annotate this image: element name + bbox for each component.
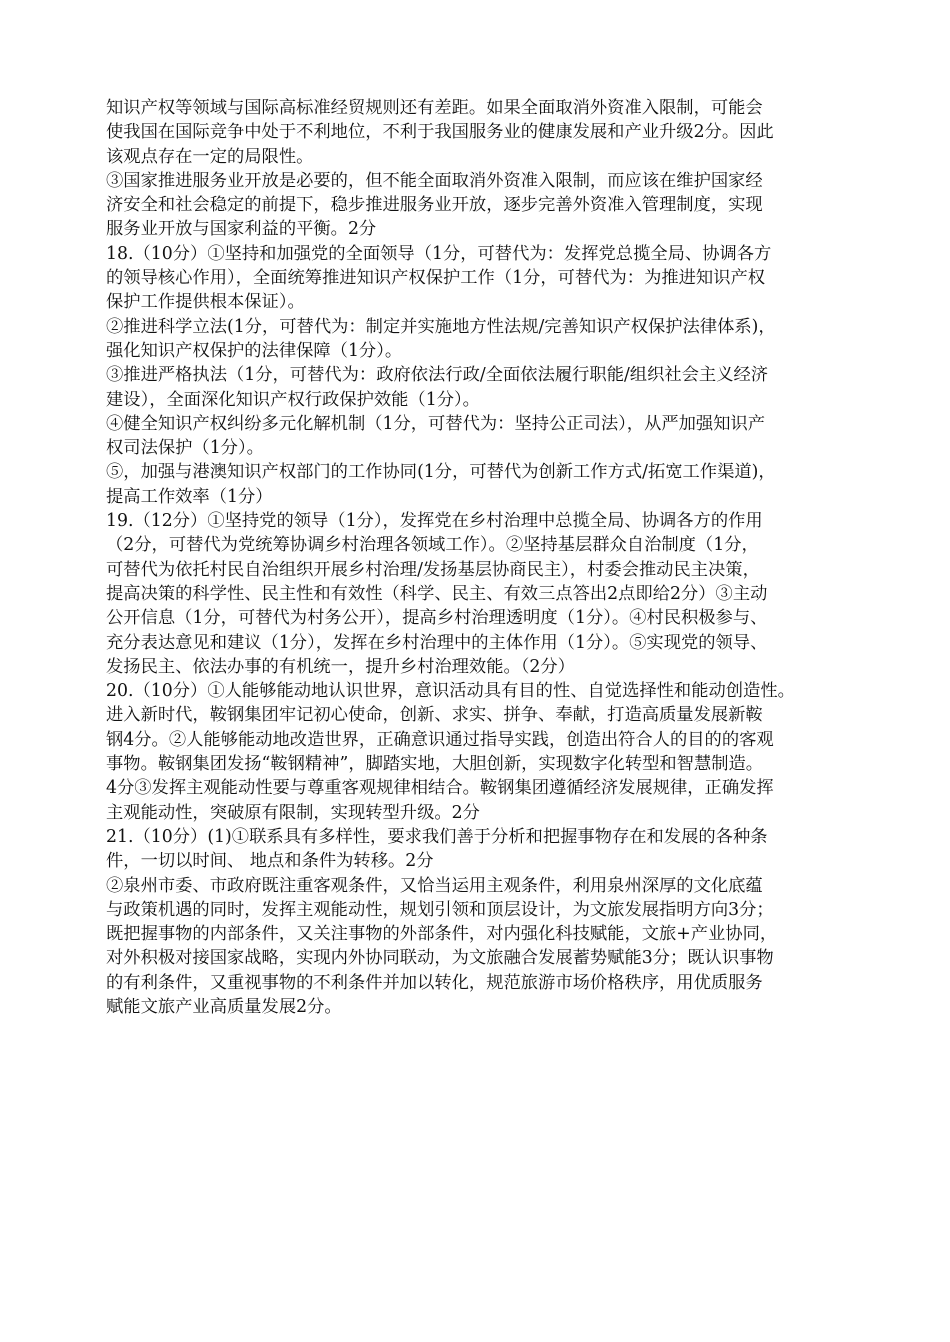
text-line: 18.（10分）①坚持和加强党的全面领导（1分，可替代为：发挥党总揽全局、协调各方 bbox=[106, 243, 772, 264]
text-line: 济安全和社会稳定的前提下，稳步推进服务业开放，逐步完善外资准入管理制度，实现 bbox=[106, 195, 763, 216]
text-line: ④健全知识产权纠纷多元化解机制（1分，可替代为：坚持公正司法），从严加强知识产 bbox=[106, 413, 766, 434]
text-line: 20.（10分）①人能够能动地认识世界，意识活动具有目的性、自觉选择性和能动创造性。 bbox=[106, 681, 795, 702]
text-line: 21.（10分）(1)①联系具有多样性，要求我们善于分析和把握事物存在和发展的各种条 bbox=[106, 826, 768, 847]
text-line: 充分表达意见和建议（1分），发挥在乡村治理中的主体作用（1分）。⑤实现党的领导、 bbox=[106, 632, 768, 653]
text-line: 公开信息（1分，可替代为村务公开），提高乡村治理透明度（1分）。④村民积极参与、 bbox=[106, 608, 768, 629]
text-line: 知识产权等领域与国际高标准经贸规则还有差距。如果全面取消外资准入限制，可能会 bbox=[106, 98, 763, 118]
text-line: 赋能文旅产业高质量发展2分。 bbox=[106, 996, 342, 1017]
text-line: 件，一切以时间、 地点和条件为转移。2分 bbox=[106, 851, 434, 872]
text-line: 进入新时代，鞍钢集团牢记初心使命，创新、求实、拼争、奉献，打造高质量发展新鞍 bbox=[106, 705, 763, 726]
text-line: ③国家推进服务业开放是必要的，但不能全面取消外资准入限制，而应该在维护国家经 bbox=[106, 170, 763, 191]
text-line: 4分③发挥主观能动性要与尊重客观规律相结合。鞍钢集团遵循经济发展规律，正确发挥 bbox=[106, 778, 774, 799]
text-line: 钢4分。②人能够能动地改造世界，正确意识通过指导实践，创造出符合人的目的的客观 bbox=[106, 729, 774, 750]
text-line: （2分，可替代为党统筹协调乡村治理各领域工作）。②坚持基层群众自治制度（1分， bbox=[106, 535, 759, 556]
text-line: ③推进严格执法（1分，可替代为：政府依法行政/全面依法履行职能/组织社会主义经济 bbox=[106, 365, 769, 386]
text-line: 提高工作效率（1分） bbox=[106, 486, 273, 507]
text-line: 使我国在国际竞争中处于不利地位，不利于我国服务业的健康发展和产业升级2分。因此 bbox=[106, 122, 774, 143]
text-line: 强化知识产权保护的法律保障（1分）。 bbox=[106, 340, 403, 361]
text-line: 权司法保护（1分）。 bbox=[106, 438, 264, 459]
text-line: ②推进科学立法(1分，可替代为：制定并实施地方性法规/完善知识产权保护法律体系)， bbox=[106, 316, 776, 337]
text-line: 的有利条件，又重视事物的不利条件并加以转化，规范旅游市场价格秩序，用优质服务 bbox=[106, 972, 763, 993]
text-line: 既把握事物的内部条件，又关注事物的外部条件，对内强化科技赋能，文旅+产业协同， bbox=[106, 924, 778, 945]
text-line: 对外积极对接国家战略，实现内外协同联动，为文旅融合发展蓄势赋能3分；既认识事物 bbox=[106, 948, 774, 969]
text-line: 保护工作提供根本保证）。 bbox=[106, 292, 305, 313]
text-line: 建设），全面深化知识产权行政保护效能（1分）。 bbox=[106, 389, 480, 410]
text-line: 提高决策的科学性、民主性和有效性（科学、民主、有效三点答出2点即给2分）③主动 bbox=[106, 583, 768, 604]
text-line: ⑤，加强与港澳知识产权部门的工作协同(1分，可替代为创新工作方式/拓宽工作渠道)， bbox=[106, 462, 776, 483]
text-line: 19.（12分）①坚持党的领导（1分），发挥党在乡村治理中总揽全局、协调各方的作用 bbox=[106, 511, 763, 532]
text-line: 的领导核心作用），全面统筹推进知识产权保护工作（1分，可替代为：为推进知识产权 bbox=[106, 268, 766, 289]
text-line: 发扬民主、依法办事的有机统一，提升乡村治理效能。（2分） bbox=[106, 656, 575, 677]
text-line: 可替代为依托村民自治组织开展乡村治理/发扬基层协商民主），村委会推动民主决策， bbox=[106, 559, 760, 580]
text-line: 与政策机遇的同时，发挥主观能动性，规划引领和顶层设计，为文旅发展指明方向3分； bbox=[106, 899, 774, 920]
text-line: 服务业开放与国家利益的平衡。2分 bbox=[106, 219, 377, 240]
text-line: 该观点存在一定的局限性。 bbox=[106, 146, 314, 167]
document-body bbox=[106, 96, 854, 1019]
text-line: 事物。鞍钢集团发扬“鞍钢精神”，脚踏实地，大胆创新，实现数字化转型和智慧制造。 bbox=[106, 754, 764, 775]
text-line: 主观能动性，突破原有限制，实现转型升级。2分 bbox=[106, 802, 480, 823]
text-line: ②泉州市委、市政府既注重客观条件，又恰当运用主观条件，利用泉州深厚的文化底蕴 bbox=[106, 875, 763, 896]
